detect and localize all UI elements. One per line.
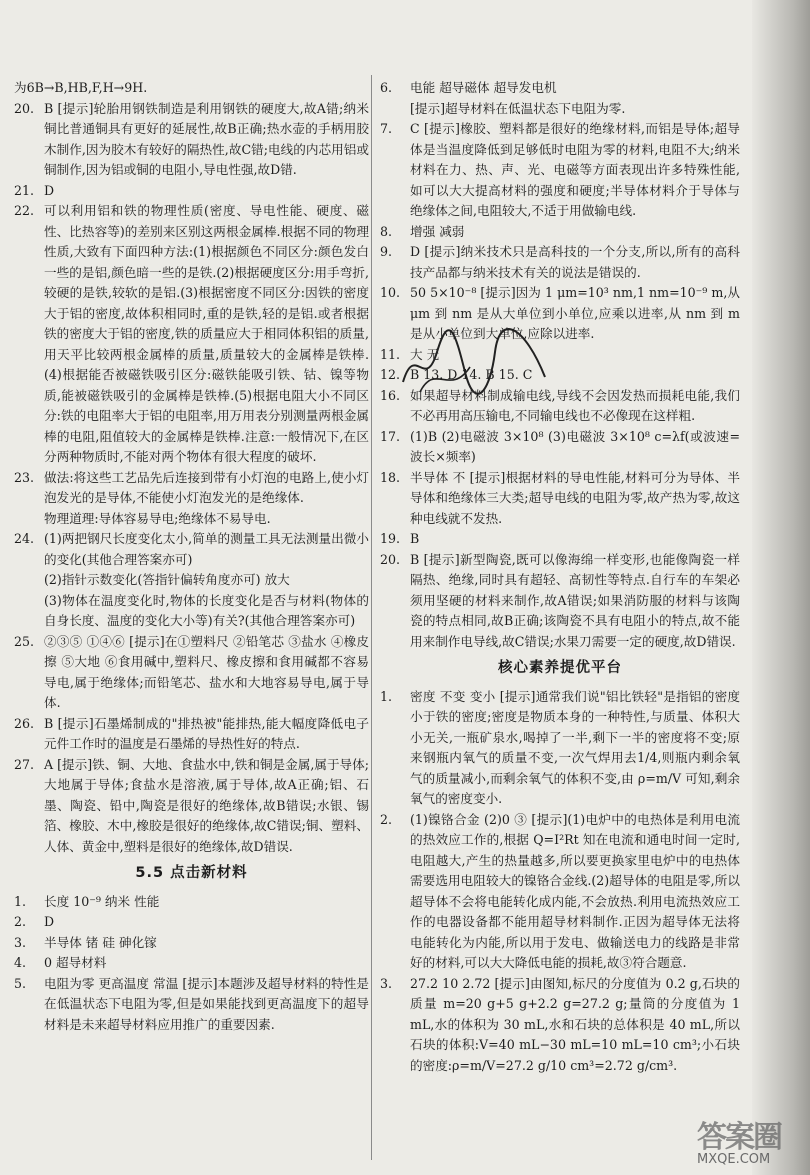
answer-text: 电能 超导磁体 超导发电机 [410, 80, 557, 95]
answer-text: (2)指针示数变化(答指针偏转角度亦可) 放大 [44, 572, 290, 587]
answer-item [380, 78, 740, 99]
answer-item [14, 912, 369, 933]
answer-text: D [44, 182, 55, 198]
answer-number: 19. [380, 531, 401, 546]
answer-item [380, 119, 740, 222]
answer-item [14, 974, 369, 1036]
answer-item [380, 99, 740, 120]
answer-item [14, 632, 369, 714]
answer-item [380, 810, 740, 974]
answer-text: 半导体 不 [提示]根据材料的导电性能,材料可分为导体、半导体和绝缘体三大类;超导电线的电阻为零,故产热为零,故这种电线就不发热. [410, 469, 740, 526]
answer-item [380, 974, 740, 1077]
answer-number: 27. [14, 756, 35, 772]
right-column [380, 78, 740, 1076]
answer-text: [提示]超导材料在低温状态下电阻为零. [410, 100, 626, 116]
answer-number: 18. [380, 469, 401, 485]
column-divider [371, 75, 372, 1160]
answer-text: 50 5×10⁻⁸ [提示]因为 1 μm=10³ nm,1 nm=10⁻⁹ m,从 μm 到 nm 是从大单位到小单位,应乘以进率,从 nm 到 m 是从小单位到大单位,应除以进率. [410, 285, 740, 341]
answer-number: 20. [14, 100, 35, 116]
answer-item [14, 201, 369, 468]
answer-text: 可以利用铝和铁的物理性质(密度、导电性能、硬度、磁性、比热容等)的差别来区别这两根金属棒.根据不同的物理性质,大致有下面四种方法:(1)根据颜色不同区分:颜色发白一些的是铝,颜色暗一些的是铁.(2)根据硬度区分:用手弯折,较硬的是铁,较软的是铝.(3)根据密度不同区分:因铁的密度大于铝的密度,故体积相同时,重的是铁,轻的是铝.或者根据铁的密度大于铝的密度,铁的质量应大于相同体积铝的质量,用天平比较两根金属棒的质量,质量较大的金属棒是铁棒.(4)根据能否被磁铁吸引区分:磁铁能吸引铁、钴、镍等物质,能被磁铁吸引的金属棒是铁棒.(5)根据电阻大小不同区分:铁的电阻率大于铝的电阻率,用万用表分别测量两根金属棒的电阻,阻值较大的金属棒是铁棒.注意:一般情况下,在区分两种物质时,不能对两个物体有很大程度的破坏. [44, 203, 369, 464]
answer-text: 增强 减弱 [410, 223, 465, 239]
answer-text: (3)物体在温度变化时,物体的长度变化是否与材料(物体的自身长度、温度的变化大小等)有关?(其他合理答案亦可) [44, 592, 369, 628]
answer-item [14, 468, 369, 509]
answer-number: 1. [380, 688, 393, 704]
answer-number: 23. [14, 469, 35, 485]
answer-text: ②③⑤ ①④⑥ [提示]在①塑料尺 ②铅笔芯 ③盐水 ④橡皮擦 ⑤大地 ⑥食用碱中,塑料尺、橡皮擦和食用碱都不容易导电,属于绝缘体;而铅笔芯、盐水和大地容易导电,属于导体. [44, 633, 369, 710]
answer-number: 25. [14, 633, 35, 649]
answer-number: 12. [380, 367, 401, 382]
answer-number: 9. [380, 244, 393, 259]
answer-item [380, 427, 740, 468]
answer-text: (1)B (2)电磁波 3×10⁸ (3)电磁波 3×10⁸ c=λf(或波速=波长×频率) [410, 428, 740, 464]
answer-text: 0 超导材料 [44, 955, 107, 970]
answer-item [14, 509, 369, 530]
answer-text: D [提示]纳米技术只是高科技的一个分支,所以,所有的高科技产品都与纳米技术有关的说法是错误的. [410, 244, 740, 280]
answer-number: 20. [380, 551, 401, 567]
answer-text: B [提示]轮胎用钢铁制造是利用钢铁的硬度大,故A错;纳米铜比普通铜具有更好的延展性,故B正确;热水壶的手柄用胶木制作,因为胶木有较好的隔热性,故C错;电线的内芯用铝或铜制作,因为铝或铜的电阻小,导电性强,故D错. [44, 100, 369, 177]
answer-text: C [提示]橡胶、塑料都是很好的绝缘材料,而铝是导体;超导体是当温度降低到足够低时电阻为零的材料,电阻不大;纳米材料在力、热、声、光、电磁等方面表现出许多特殊性能,如可以大大提高材料的强度和硬度;半导体材料介于导体与绝缘体之间,电阻较大,不适于用做输电线. [410, 121, 740, 218]
answer-item [14, 933, 369, 954]
answer-number: 5. [14, 975, 27, 991]
answer-item [14, 953, 369, 974]
answer-item [380, 687, 740, 810]
answer-text: 物理道理:导体容易导电;绝缘体不易导电. [44, 510, 271, 526]
answer-number: 26. [14, 715, 35, 731]
answer-number: 6. [380, 80, 393, 95]
section-heading: 核心素养提优平台 [498, 660, 622, 676]
answer-item [380, 222, 740, 243]
answer-number: 17. [380, 428, 401, 444]
answer-item [14, 181, 369, 202]
answer-number: 11. [380, 346, 401, 362]
answer-text: D [44, 914, 55, 929]
answer-text: 为6B→B,HB,F,H→9H. [14, 80, 148, 95]
answer-number: 16. [380, 387, 401, 403]
answer-item [380, 468, 740, 530]
answer-text: B [提示]石墨烯制成的"排热被"能排热,能大幅度降低电子元件工作时的温度是石墨烯的导热性好的特点. [44, 715, 369, 751]
watermark-logo: 答案圈 [697, 1120, 781, 1155]
answer-number: 22. [14, 203, 35, 218]
answer-text: 做法:将这些工艺品先后连接到带有小灯泡的电路上,使小灯泡发光的是导体,不能使小灯泡发光的是绝缘体. [44, 469, 369, 505]
answer-text: (1)镍铬合金 (2)0 ③ [提示](1)电炉中的电热体是利用电流的热效应工作的,根据 Q=I²Rt 知在电流和通电时间一定时,电阻越大,产生的热量越多,所以要更换家里电炉中的电热体需要选用电阻较大的镍铬合金线.(2)超导体的电阻是零,所以超导体不会将电能转化成内能,不会放热.利用电流热效应工作的电器设备都不能用超导材料制作.正因为超导体无法将电能转化为内能,所以用于发电、做输送电力的线路是非常好的材料,可以大大降低电能的损耗,故③符合题意. [410, 811, 740, 970]
answer-item [380, 242, 740, 283]
answer-item [14, 570, 369, 591]
answer-text: 半导体 锗 硅 砷化镓 [44, 934, 157, 950]
answer-text: (1)两把钢尺长度变化太小,简单的测量工具无法测量出微小的变化(其他合理答案亦可) [44, 531, 369, 567]
section-heading: 5.5 点击新材料 [135, 865, 248, 881]
answer-item [14, 755, 369, 858]
answer-item [380, 550, 740, 653]
answer-number: 7. [380, 121, 393, 136]
answer-item [14, 99, 369, 181]
left-column [14, 78, 369, 1035]
answer-number: 2. [380, 811, 393, 827]
answer-item [380, 529, 740, 550]
watermark-url: MXQE.COM [697, 1152, 771, 1167]
answer-number: 10. [380, 285, 401, 300]
answer-text: A [提示]铁、铜、大地、食盐水中,铁和铜是金属,属于导体;大地属于导体;食盐水是溶液,属于导体,故A正确;铝、石墨、陶瓷、铅中,陶瓷是很好的绝缘体,故B错误;水银、锡箔、橡胶、木中,橡胶是很好的绝缘体,故C错误;铜、塑料、人体、黄金中,塑料是很好的绝缘体,故D错误. [44, 756, 369, 854]
answer-number: 4. [14, 955, 27, 970]
answer-number: 3. [380, 975, 393, 991]
page-edge-shadow [752, 0, 810, 1175]
site-watermark [697, 1112, 807, 1172]
answer-text: 密度 不变 变小 [提示]通常我们说"铝比铁轻"是指铝的密度小于铁的密度;密度是物质本身的一种特性,与质量、体积大小无关,一瓶矿泉水,喝掉了一半,剩下一半的密度将不变;原来钢瓶内氧气的质量不变,一次气焊用去1/4,则瓶内剩余氧气的质量减小,而剩余氧气的体积不变,由 ρ=m/V 可知,剩余氧气的密度变小. [410, 688, 740, 806]
answer-text: B 13. D 14. B 15. C [410, 367, 533, 382]
answer-number: 8. [380, 223, 393, 239]
answer-number: 24. [14, 531, 35, 546]
answer-text: 电阻为零 更高温度 常温 [提示]本题涉及超导材料的特性是在低温状态下电阻为零,但是如果能找到更高温度下的超导材料是未来超导材料应用推广的重要因素. [44, 975, 369, 1032]
answer-text: B [410, 531, 420, 546]
handwritten-scribble [395, 322, 555, 400]
answer-number: 1. [14, 893, 27, 909]
answer-text: 大 无 [410, 346, 440, 362]
answer-item [14, 714, 369, 755]
answer-item [14, 591, 369, 632]
answer-number: 3. [14, 934, 27, 950]
answer-text: B [提示]新型陶瓷,既可以像海绵一样变形,也能像陶瓷一样隔热、绝缘,同时具有超轻、高韧性等特点.自行车的车架必须用坚硬的材料来制作,故A错误;如果消防服的材料与该陶瓷的特点相同,故B正确;该陶瓷不具有电阻小的特点,故不能用来制作电导线,故C错误;水果刀需要一定的硬度,故D错误. [410, 551, 740, 649]
answer-number: 21. [14, 182, 35, 198]
answer-text: 27.2 10 2.72 [提示]由图知,标尺的分度值为 0.2 g,石块的质量 m=20 g+5 g+2.2 g=27.2 g;量筒的分度值为 1 mL,水的体积为 30 mL,水和石块的总体积是 40 mL,所以石块的体积:V=40 mL−30 mL=10 mL=10 cm³;小石块的密度:ρ=m/V=27.2 g/10 cm³=2.72 g/cm³. [410, 975, 740, 1073]
answer-text: 长度 10⁻⁹ 纳米 性能 [44, 893, 160, 909]
answer-text: 如果超导材料制成输电线,导线不会因发热而损耗电能,我们不必再用高压输电,不同输电线也不必像现在这样粗. [410, 387, 740, 423]
answer-item [14, 529, 369, 570]
answer-item [14, 892, 369, 913]
answer-number: 2. [14, 914, 27, 929]
